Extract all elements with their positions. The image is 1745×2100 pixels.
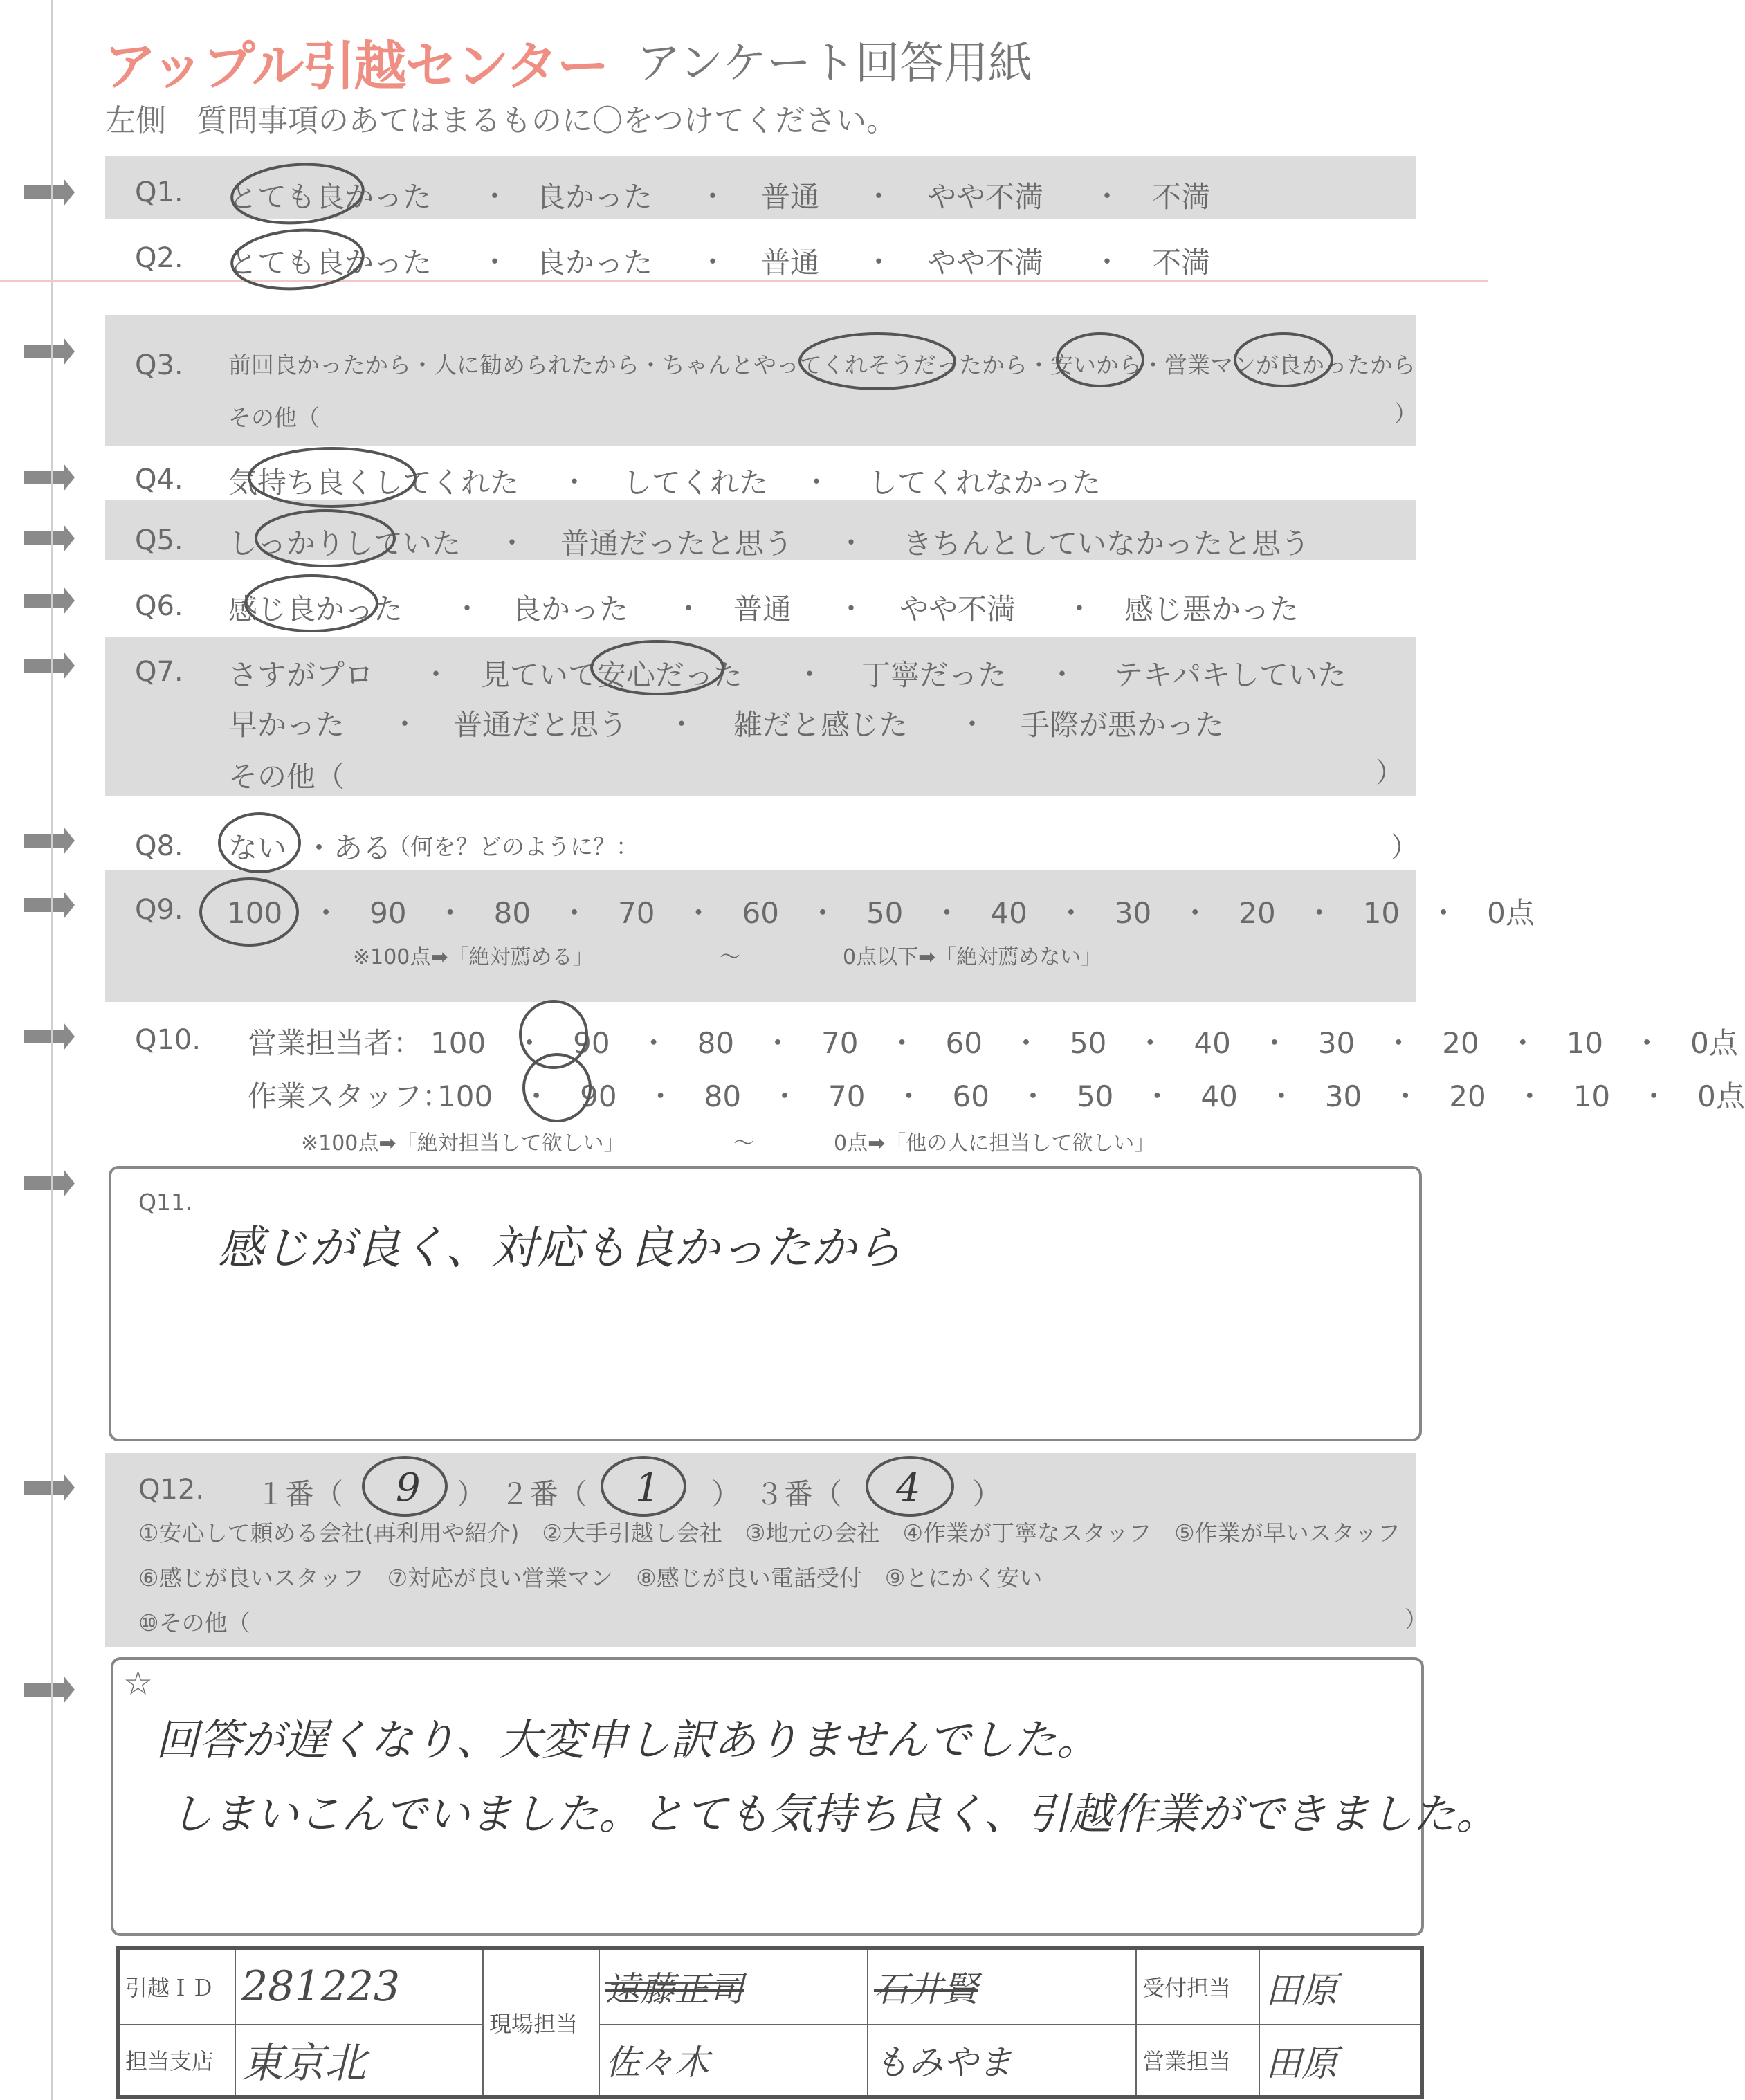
q2-label: Q2.: [135, 242, 183, 274]
q8-detail: （何を？どのように？：: [387, 833, 639, 860]
q9-scale[interactable]: 100 ・ 90 ・ 80 ・ 70 ・ 60 ・ 50 ・ 40 ・ 30 ・ 20 ・ 10 ・ 0点: [227, 896, 1535, 930]
q12-choices-line1: ①安心して頼める会社(再利用や紹介) ②大手引越し会社 ③地元の会社 ④作業が丁寧なスタッフ ⑤作業が早いスタッフ: [138, 1519, 1400, 1546]
q8-option-no[interactable]: ない: [228, 831, 287, 865]
arrow-icon: [24, 1676, 75, 1704]
q1-option[interactable]: やや不満: [927, 180, 1044, 214]
q2-dot: ・: [865, 246, 893, 278]
q2-option[interactable]: 良かった: [536, 246, 653, 280]
branch-label: 担当支店: [118, 2025, 236, 2097]
q12-label: Q12.: [138, 1474, 205, 1506]
q7-dot: ・: [422, 659, 450, 691]
q7-dot: ・: [391, 709, 419, 740]
arrow-icon: [24, 338, 75, 365]
sales-label: 営業担当: [1136, 2025, 1259, 2097]
q9-label: Q9.: [135, 894, 183, 926]
comment-line1: 回答が遅くなり、大変申し訳ありませんでした。: [156, 1715, 1100, 1765]
site-staff-struck-1: 遠藤正司: [605, 1969, 744, 2010]
q9-note-right: 0点以下➡「絶対薦めない」: [843, 945, 1102, 969]
site-staff-struck-2: 石井賢: [874, 1969, 978, 2010]
arrow-icon: [24, 652, 75, 679]
move-id-cell: [235, 1948, 483, 2025]
q6-option[interactable]: 普通: [733, 592, 792, 626]
q5-option[interactable]: しっかりしていた: [228, 527, 462, 560]
q7-label: Q7.: [135, 656, 183, 688]
q6-dot: ・: [675, 593, 702, 625]
q9-tilde: ～: [720, 945, 740, 969]
site-staff-1: 佐々木: [605, 2043, 709, 2083]
q7-option[interactable]: テキパキしていた: [1114, 658, 1347, 692]
q1-dot: ・: [865, 181, 893, 212]
sales-value: 田原: [1266, 2043, 1338, 2085]
q1-label: Q1.: [135, 176, 183, 208]
q1-option[interactable]: 不満: [1152, 180, 1211, 214]
q7-option[interactable]: さすがプロ: [228, 658, 374, 692]
arrow-icon: [24, 827, 75, 855]
q5-dot: ・: [837, 527, 865, 559]
q7-option[interactable]: 早かった: [228, 708, 345, 742]
site-staff-cell: [599, 2025, 868, 2097]
q11-box[interactable]: [109, 1166, 1422, 1441]
q11-answer: 感じが良く、対応も良かったから: [218, 1221, 902, 1275]
q4-option[interactable]: してくれた: [623, 466, 769, 500]
q12-first-label: １番（: [256, 1477, 344, 1511]
staff-table: [116, 1946, 1424, 2099]
arrow-icon: [24, 891, 75, 919]
q1-option[interactable]: 普通: [761, 180, 820, 214]
q7-dot: ・: [958, 709, 986, 740]
q3-options[interactable]: 前回良かったから・人に勧められたから・ちゃんとやってくれそうだったから・安いから・営業マンが良かったから: [228, 351, 1416, 378]
q5-option[interactable]: きちんとしていなかったと思う: [903, 527, 1310, 560]
q6-option[interactable]: 感じ悪かった: [1124, 592, 1299, 626]
arrow-icon: [24, 1169, 75, 1197]
q4-label: Q4.: [135, 464, 183, 495]
q7-dot: ・: [668, 709, 695, 740]
q12-third-label: ） ３番（: [711, 1477, 843, 1511]
q8-option-yes[interactable]: ・ある: [304, 831, 392, 865]
q6-label: Q6.: [135, 590, 183, 622]
q7-dot: ・: [796, 659, 823, 691]
q12-close: ）: [1405, 1606, 1427, 1633]
q10-sales-scale[interactable]: 100 ・ 90 ・ 80 ・ 70 ・ 60 ・ 50 ・ 40 ・ 30 ・ 20 ・ 10 ・ 0点: [430, 1026, 1738, 1060]
q9-note-left: ※100点➡「絶対薦める」: [353, 945, 594, 969]
q6-dot: ・: [837, 593, 865, 625]
q10-label: Q10.: [135, 1024, 201, 1056]
site-staff-label: 現場担当: [483, 1948, 599, 2097]
q7-option[interactable]: 丁寧だった: [861, 658, 1007, 692]
q2-dot: ・: [699, 246, 727, 278]
q10-staff-scale[interactable]: 100 ・ 90 ・ 80 ・ 70 ・ 60 ・ 50 ・ 40 ・ 30 ・ 20 ・ 10 ・ 0点: [437, 1079, 1745, 1113]
q4-option[interactable]: してくれなかった: [868, 466, 1102, 500]
q4-option[interactable]: 気持ち良くしてくれた: [228, 466, 520, 500]
arrow-icon: [24, 464, 75, 491]
q5-label: Q5.: [135, 524, 183, 556]
q7-other: その他（: [228, 760, 345, 794]
q1-option[interactable]: とても良かった: [228, 180, 432, 214]
q7-other-close: ）: [1376, 757, 1403, 789]
q6-dot: ・: [1066, 593, 1093, 625]
q2-option[interactable]: 普通: [761, 246, 820, 280]
q10-note-left: ※100点➡「絶対担当して欲しい」: [301, 1131, 625, 1156]
q2-option[interactable]: とても良かった: [228, 246, 432, 280]
site-staff-2: もみやま: [874, 2043, 1012, 2083]
arrow-icon: [24, 587, 75, 614]
reception-label: 受付担当: [1136, 1948, 1259, 2025]
q4-dot: ・: [560, 466, 588, 498]
q2-option[interactable]: やや不満: [927, 246, 1044, 280]
comment-line2: しまいこんでいました。とても気持ち良く、引越作業ができました。: [170, 1789, 1499, 1839]
q1-dot: ・: [481, 181, 509, 212]
q4-dot: ・: [803, 466, 830, 498]
star-icon: ☆: [123, 1664, 154, 1703]
q6-option[interactable]: 良かった: [512, 592, 629, 626]
q5-dot: ・: [498, 527, 526, 559]
q7-option[interactable]: 見ていて安心だった: [481, 658, 743, 692]
q1-dot: ・: [699, 181, 727, 212]
q12-end: ）: [972, 1477, 1002, 1511]
q8-label: Q8.: [135, 830, 183, 862]
q10-note-right: 0点➡「他の人に担当して欲しい」: [834, 1131, 1155, 1156]
q7-option[interactable]: 手際が悪かった: [1021, 708, 1225, 742]
q5-option[interactable]: 普通だったと思う: [560, 527, 794, 560]
reception-value: 田原: [1266, 1969, 1338, 2011]
arrow-icon: [24, 524, 75, 552]
q7-dot: ・: [1048, 659, 1076, 691]
branch-cell: [235, 2025, 483, 2097]
q2-dot: ・: [1093, 246, 1121, 278]
q2-dot: ・: [481, 246, 509, 278]
q12-first-answer[interactable]: 9: [396, 1466, 421, 1510]
q12-choices-line3: ⑩その他（: [138, 1609, 250, 1636]
q10-staff-label: 作業スタッフ：: [248, 1079, 452, 1113]
divider-line: [0, 280, 1488, 282]
form-title: アンケート回答用紙: [637, 38, 1033, 89]
move-id-value: 281223: [241, 1962, 401, 2011]
q1-dot: ・: [1093, 181, 1121, 212]
sales-cell: [1259, 2025, 1423, 2097]
q12-choices-line2: ⑥感じが良いスタッフ ⑦対応が良い営業マン ⑧感じが良い電話受付 ⑨とにかく安い: [138, 1564, 1043, 1591]
q12-second-answer[interactable]: 1: [635, 1466, 660, 1510]
q3-other: その他（: [228, 404, 320, 431]
site-staff-cell: [868, 2025, 1136, 2097]
q3-label: Q3.: [135, 349, 183, 381]
q7-option[interactable]: 普通だと思う: [453, 708, 628, 742]
q2-option[interactable]: 不満: [1152, 246, 1211, 280]
arrow-icon: [24, 1023, 75, 1050]
q12-third-answer[interactable]: 4: [896, 1466, 921, 1510]
reception-cell: [1259, 1948, 1423, 2025]
instruction-text: 左側 質問事項のあてはまるものに〇をつけてください。: [105, 103, 897, 138]
site-staff-cell: [599, 1948, 868, 2025]
q10-tilde: ～: [733, 1131, 754, 1156]
q1-option[interactable]: 良かった: [536, 180, 653, 214]
q12-second-label: ） ２番（: [457, 1477, 588, 1511]
site-staff-cell: [868, 1948, 1136, 2025]
q3-other-close: ）: [1394, 400, 1417, 427]
arrow-icon: [24, 1474, 75, 1501]
q7-option[interactable]: 雑だと感じた: [733, 708, 908, 742]
q6-option[interactable]: やや不満: [899, 592, 1016, 626]
branch-value: 東京北: [241, 2039, 366, 2088]
q6-option[interactable]: 感じ良かった: [228, 592, 403, 626]
q6-dot: ・: [453, 593, 481, 625]
q10-sales-label: 営業担当者：: [248, 1026, 423, 1060]
q8-close: ）: [1391, 832, 1418, 864]
company-name: アップル引越センター: [104, 35, 608, 97]
q11-label: Q11.: [138, 1189, 193, 1216]
arrow-icon: [24, 179, 75, 206]
move-id-label: 引越ＩＤ: [118, 1948, 236, 2025]
